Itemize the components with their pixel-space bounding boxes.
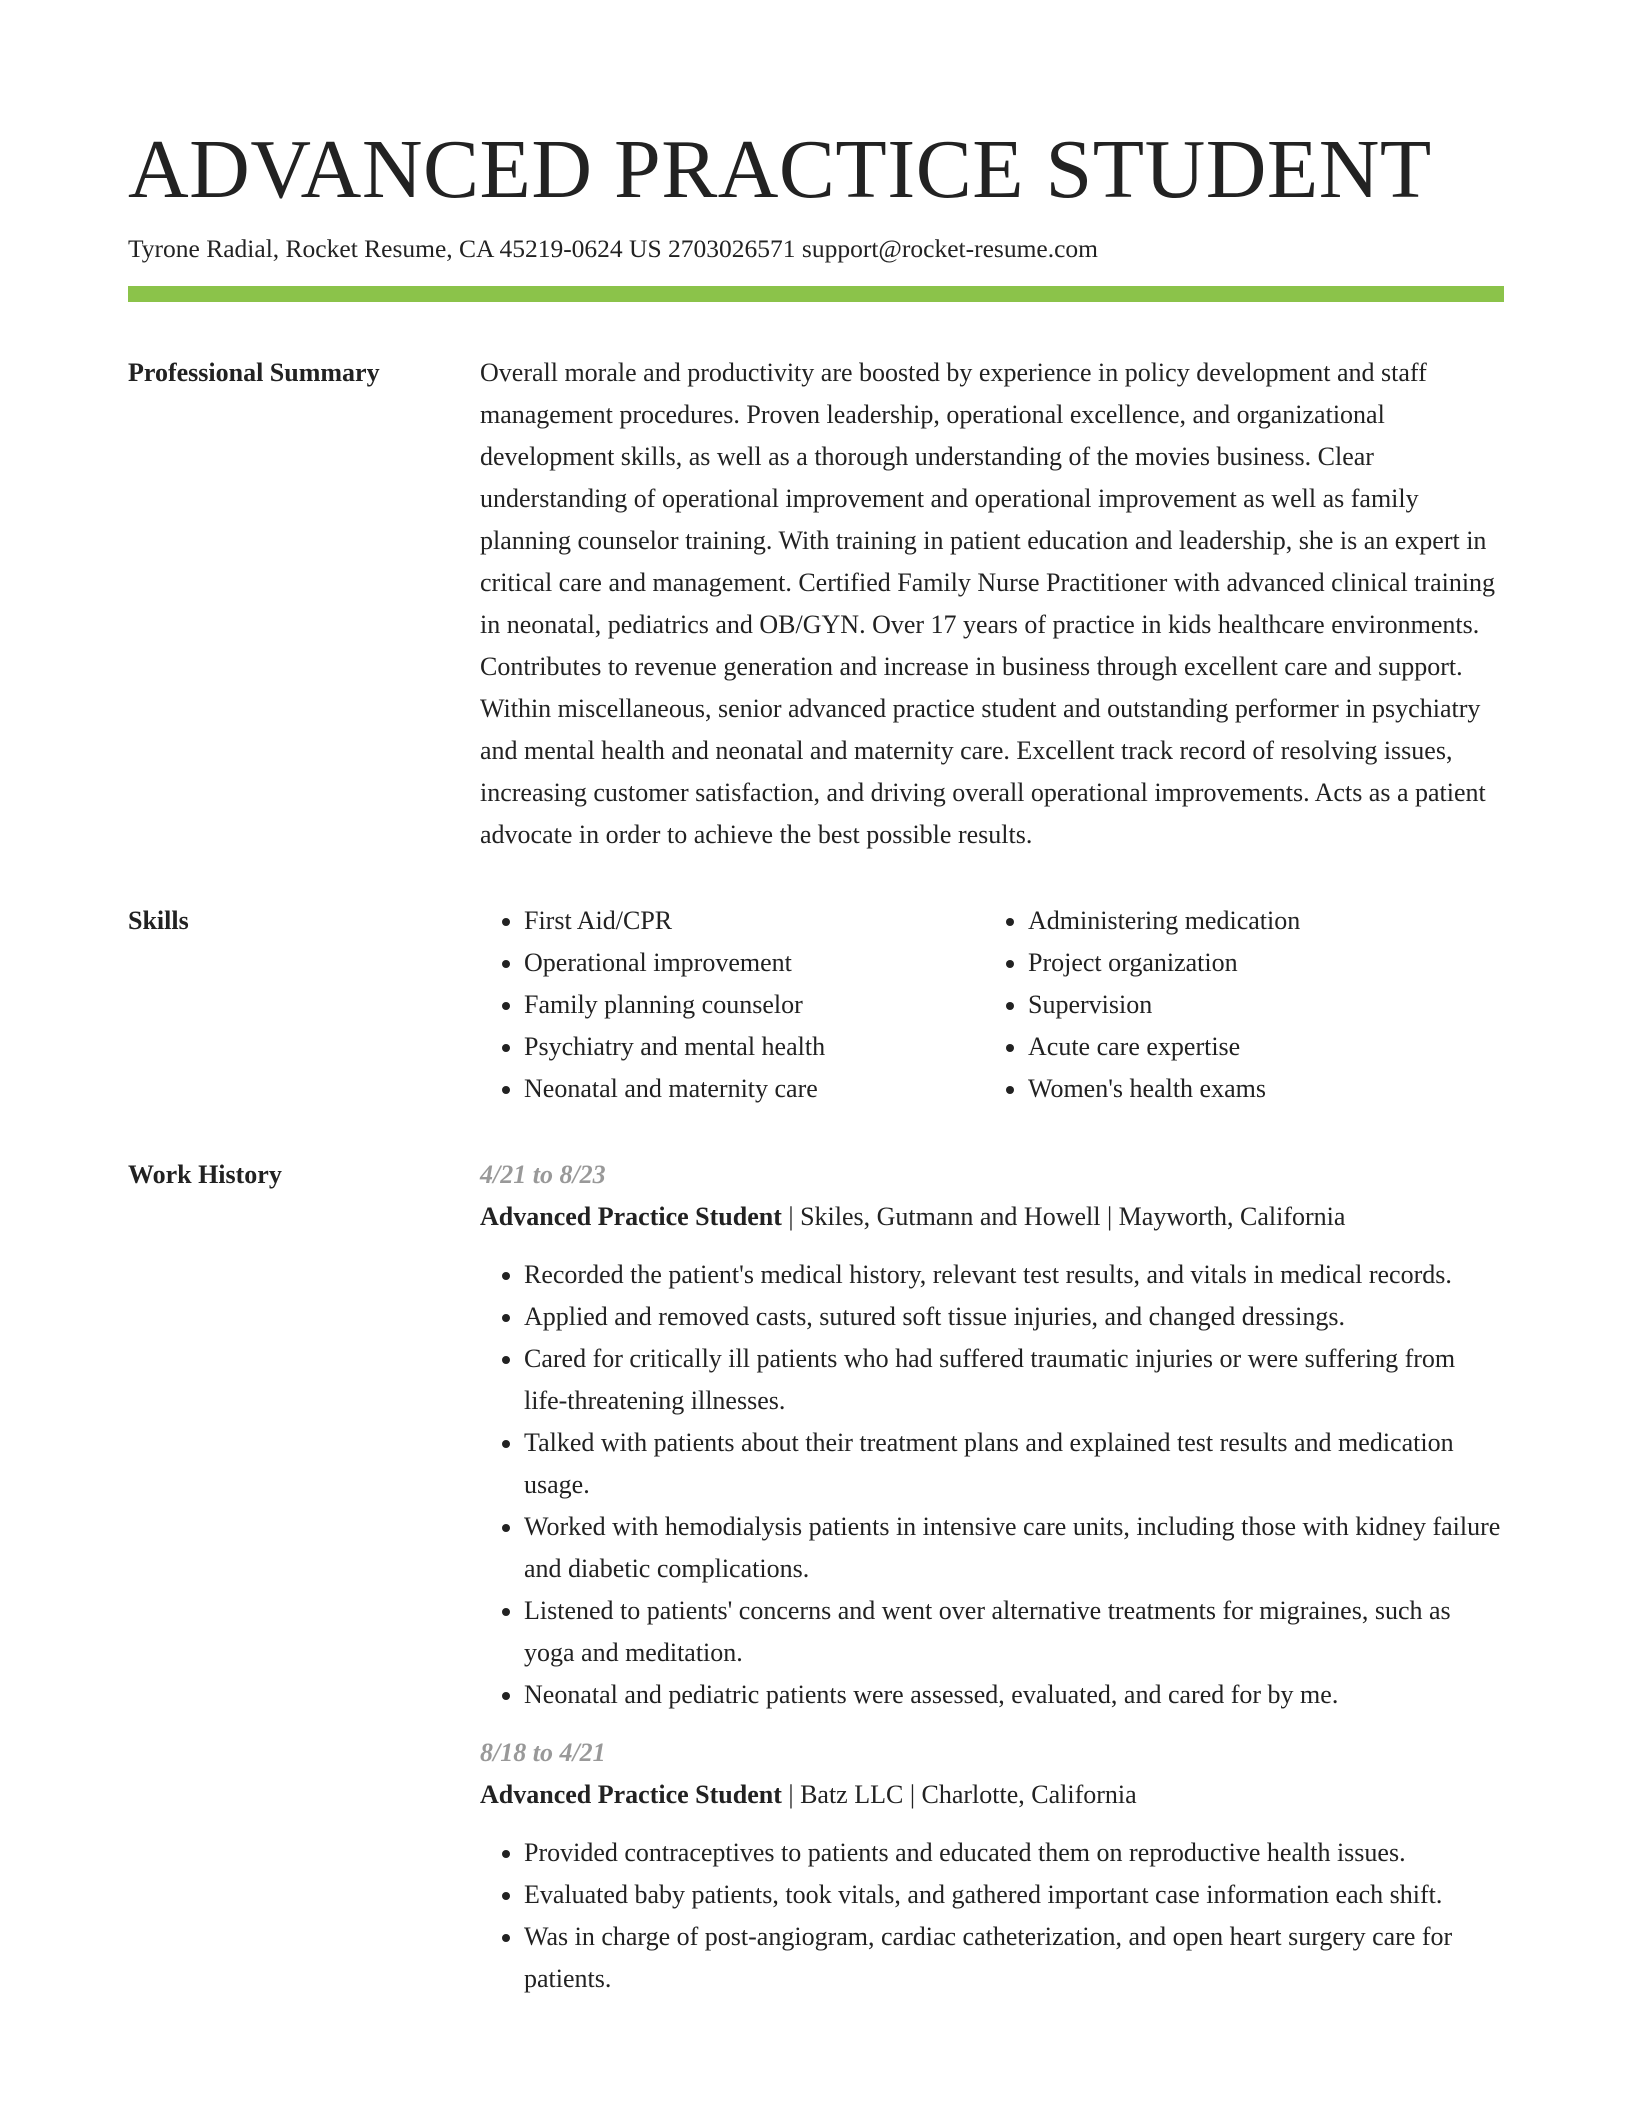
skill-item: • Operational improvement <box>524 942 984 984</box>
skills-heading: Skills <box>128 906 189 935</box>
skill-item: • Family planning counselor <box>524 984 984 1026</box>
skill-item: • Administering medication <box>1028 900 1504 942</box>
job-heading <box>480 1774 1504 1816</box>
job-entry <box>480 1732 1504 2000</box>
accent-divider <box>128 286 1504 302</box>
job-duty-item: • Provided contraceptives to patients and educated them on reproductive health issues. <box>524 1832 1504 1874</box>
job-duty-item: • Cared for critically ill patients who had suffered traumatic injuries or were suffering from life-threatening illnesses. <box>524 1338 1504 1422</box>
job-duty-item: • Recorded the patient's medical history, relevant test results, and vitals in medical records. <box>524 1254 1504 1296</box>
job-duty-item: • Neonatal and pediatric patients were assessed, evaluated, and cared for by me. <box>524 1674 1504 1716</box>
skill-item: • Psychiatry and mental health <box>524 1026 984 1068</box>
job-duty-item: • Listened to patients' concerns and went over alternative treatments for migraines, such as yoga and meditation. <box>524 1590 1504 1674</box>
job-duty-item: • Applied and removed casts, sutured soft tissue injuries, and changed dressings. <box>524 1296 1504 1338</box>
skill-item: • Project organization <box>1028 942 1504 984</box>
summary-text: Overall morale and productivity are boosted by experience in policy development and staff management procedures. Proven leadership, operational excellence, and organizational development skills, as well as a thorough understanding of the movies business. Clear understanding of operational improvement and operational improvement as well as family planning counselor training. With training in patient education and leadership, she is an expert in critical care and management. Certified Family Nurse Practitioner with advanced clinical training in neonatal, pediatrics and OB/GYN. Over 17 years of practice in kids healthcare environments. Contributes to revenue generation and increase in business through excellent care and support. Within miscellaneous, senior advanced practice student and outstanding performer in psychiatry and mental health and neonatal and maternity care. Excellent track record of resolving issues, increasing customer satisfaction, and driving overall operational improvements. Acts as a patient advocate in order to achieve the best possible results. <box>480 358 1496 849</box>
skills-section <box>128 900 1504 1110</box>
job-duty-item: • Evaluated baby patients, took vitals, and gathered important case information each shift. <box>524 1874 1504 1916</box>
resume-title: ADVANCED PRACTICE STUDENT <box>128 123 1432 216</box>
job-duty-item: • Talked with patients about their treatment plans and explained test results and medication usage. <box>524 1422 1504 1506</box>
job-dates: 4/21 to 8/23 <box>480 1160 606 1189</box>
skills-column-left <box>480 900 984 1110</box>
work-history-heading: Work History <box>128 1160 282 1189</box>
skills-list <box>480 900 1504 1110</box>
job-employer-location: | Skiles, Gutmann and Howell | Mayworth, California <box>781 1202 1346 1231</box>
skill-item: • Women's health exams <box>1028 1068 1504 1110</box>
job-duty-item: • Worked with hemodialysis patients in intensive care units, including those with kidney failure and diabetic complications. <box>524 1506 1504 1590</box>
job-title: Advanced Practice Student <box>480 1780 782 1809</box>
summary-heading: Professional Summary <box>128 358 380 387</box>
skill-item: • Neonatal and maternity care <box>524 1068 984 1110</box>
skill-item: • First Aid/CPR <box>524 900 984 942</box>
work-history-section <box>128 1154 1504 2000</box>
contact-line: Tyrone Radial, Rocket Resume, CA 45219-0624 US 2703026571 support@rocket-resume.com <box>128 234 1099 263</box>
work-history-body <box>480 1154 1504 2000</box>
job-entry <box>480 1154 1504 1716</box>
resume-page <box>128 0 1504 2000</box>
skill-item: • Acute care expertise <box>1028 1026 1504 1068</box>
summary-section <box>128 352 1504 856</box>
job-duty-item: • Was in charge of post-angiogram, cardiac catheterization, and open heart surgery care for patients. <box>524 1916 1504 2000</box>
job-title: Advanced Practice Student <box>480 1202 782 1231</box>
job-duties <box>480 1832 1504 2000</box>
skill-item: • Supervision <box>1028 984 1504 1026</box>
job-duties <box>480 1254 1504 1716</box>
summary-body <box>480 352 1504 856</box>
job-employer-location: | Batz LLC | Charlotte, California <box>781 1780 1137 1809</box>
job-heading <box>480 1196 1504 1238</box>
skills-column-right <box>984 900 1504 1110</box>
job-dates: 8/18 to 4/21 <box>480 1738 606 1767</box>
